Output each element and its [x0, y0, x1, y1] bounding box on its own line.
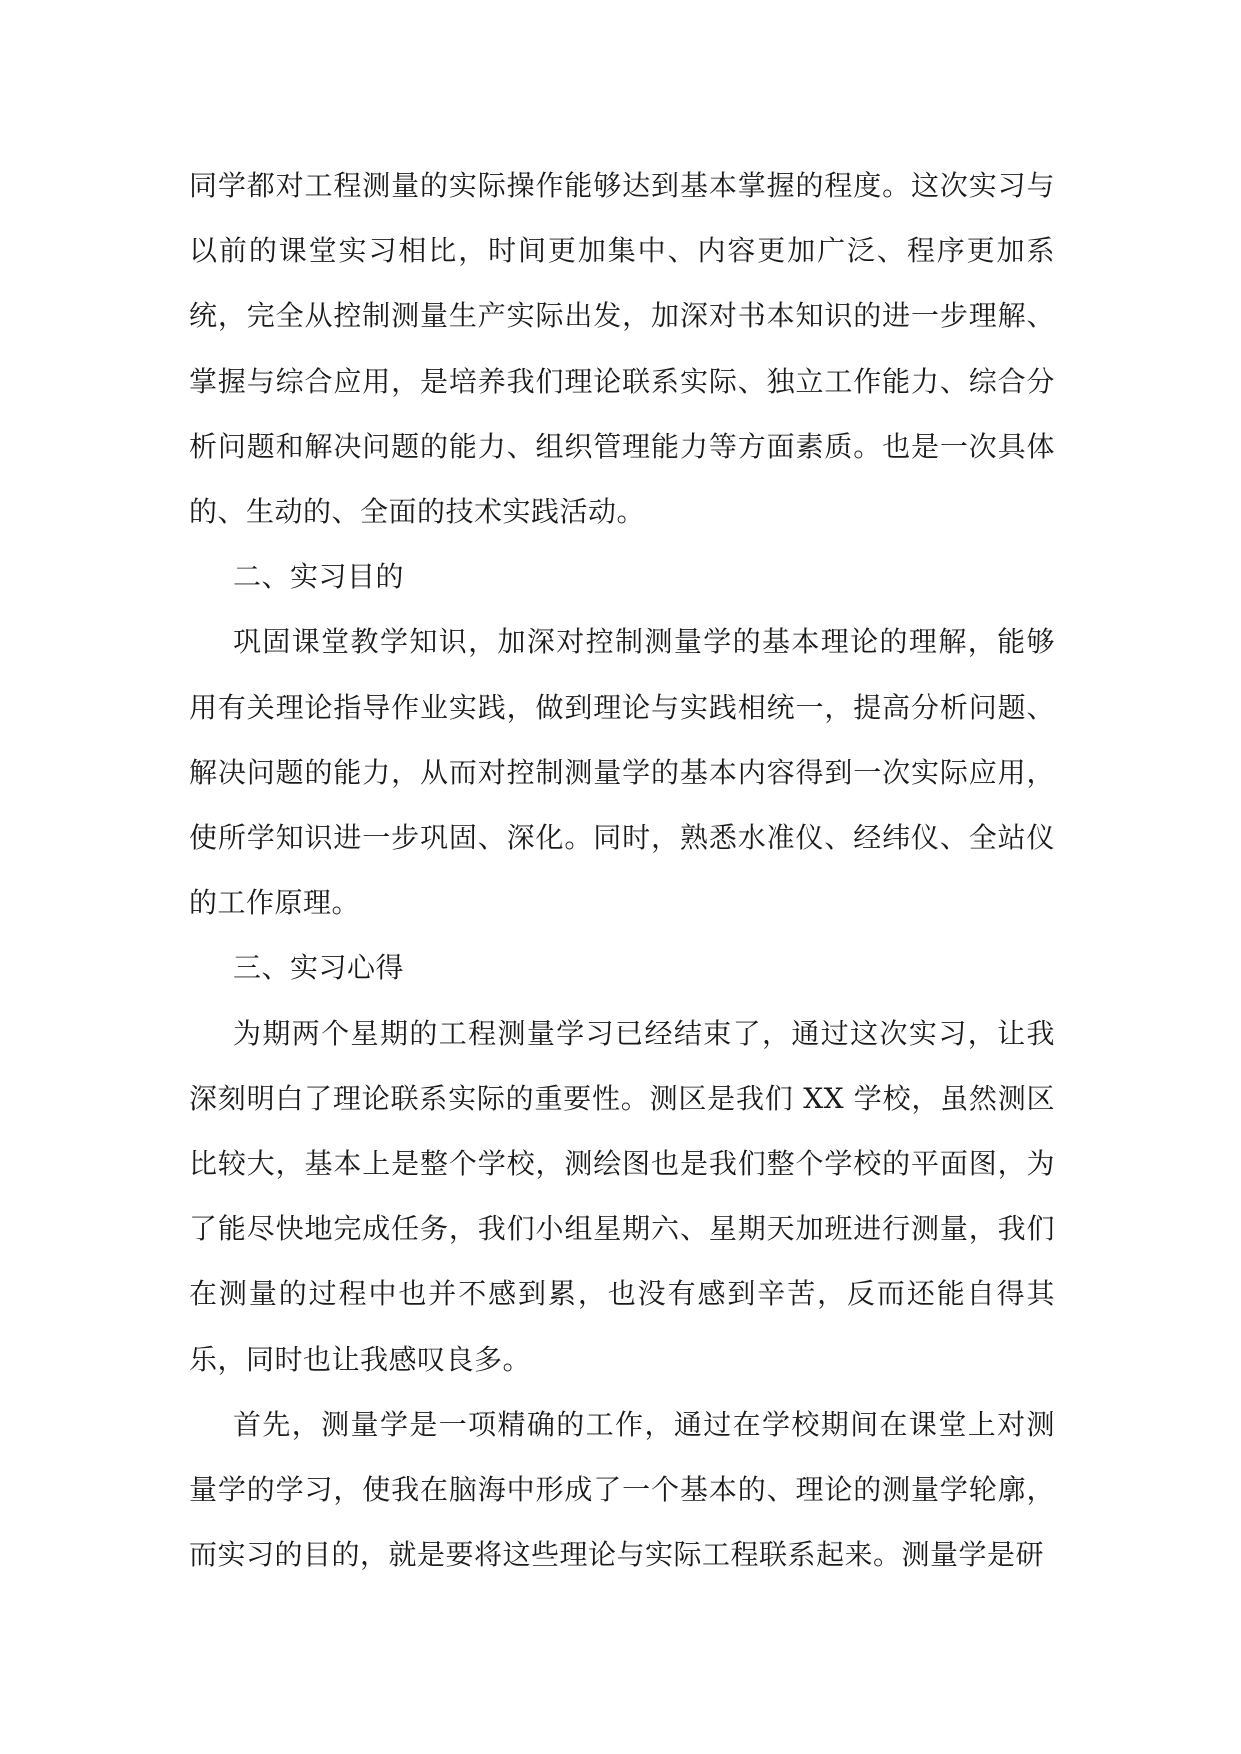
paragraph-objectives: 巩固课堂教学知识，加深对控制测量学的基本理论的理解，能够用有关理论指导作业实践，做到理论与实践相统一，提高分析问题、解决问题的能力，从而对控制测量学的基本内容得到一次实际应用，使所学知识进一步巩固、深化。同时，熟悉水准仪、经纬仪、全站仪的工作原理。 — [189, 625, 1055, 920]
paragraph-reflections: 为期两个星期的工程测量学习已经结束了，通过这次实习，让我深刻明白了理论联系实际的重要性。测区是我们 XX 学校，虽然测区比较大，基本上是整个学校，测绘图也是我们整个学校的平面图，为了能尽快地完成任务，我们小组星期六、星期天加班进行测量，我们在测量的过程中也并不感到累，也没有感到辛苦，反而还能自得其乐，同时也让我感叹良多。 — [189, 1016, 1055, 1376]
section-heading-reflections: 三、实习心得 — [233, 951, 405, 985]
section-heading-objectives: 二、实习目的 — [233, 560, 405, 594]
paragraph-first-point: 首先，测量学是一项精确的工作，通过在学校期间在课堂上对测量学的学习，使我在脑海中形成了一个基本的、理论的测量学轮廓，而实习的目的，就是要将这些理论与实际工程联系起来。测量学是研 — [189, 1407, 1055, 1572]
paragraph-intro-continued: 同学都对工程测量的实际操作能够达到基本掌握的程度。这次实习与以前的课堂实习相比，时间更加集中、内容更加广泛、程序更加系统，完全从控制测量生产实际出发，加深对书本知识的进一步理解、掌握与综合应用，是培养我们理论联系实际、独立工作能力、综合分析问题和解决问题的能力、组织管理能力等方面素质。也是一次具体的、生动的、全面的技术实践活动。 — [189, 169, 1055, 529]
document-body — [189, 153, 1055, 1587]
